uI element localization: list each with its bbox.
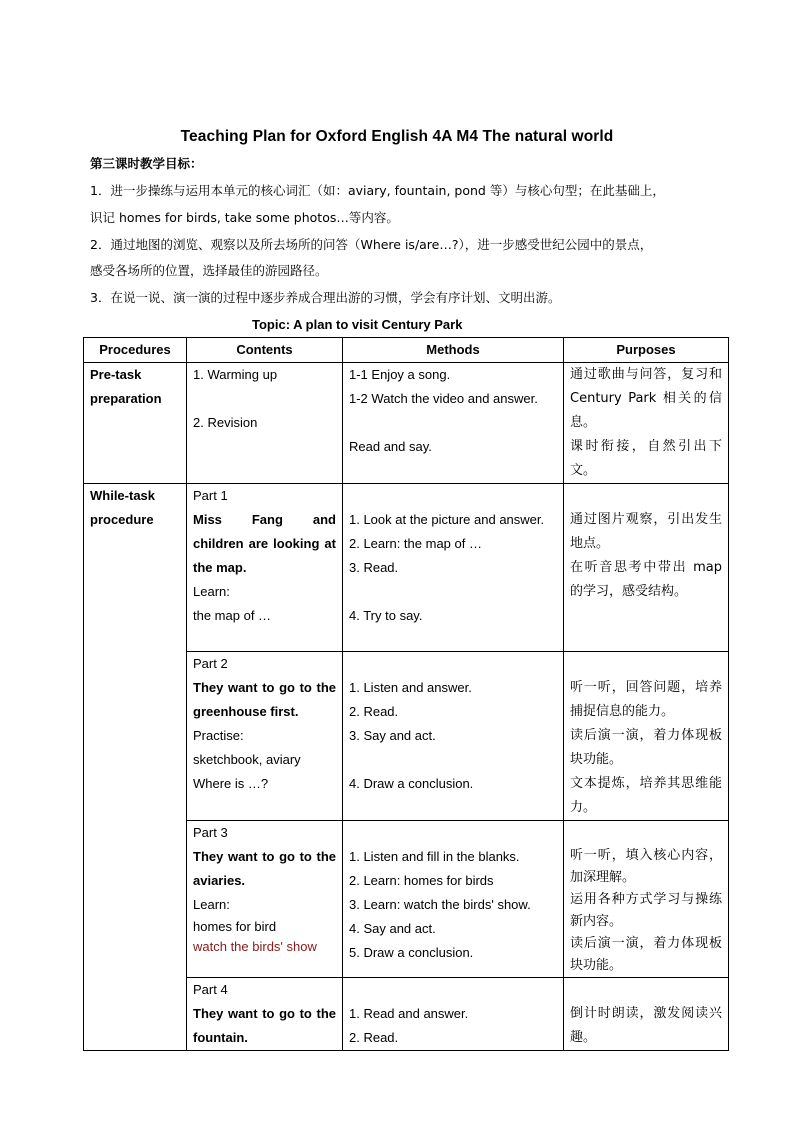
procedure-label: procedure	[90, 512, 154, 527]
learn-item-highlight: watch the birds' show	[193, 939, 317, 954]
purposes-cell	[564, 978, 729, 1051]
procedure-cell	[84, 363, 187, 484]
method-item: 3. Read.	[349, 560, 399, 575]
method-item: 1-1 Enjoy a song.	[349, 367, 451, 382]
method-item: 1. Listen and fill in the blanks.	[349, 849, 520, 864]
contents-cell	[187, 363, 343, 484]
part-heading: They want to go to the fountain.	[193, 1006, 336, 1045]
learn-item: homes for bird	[193, 919, 277, 934]
objective-line-1: 1．进一步操练与运用本单元的核心词汇（如：aviary, fountain, pond 等）与核心句型；在此基础上，	[90, 183, 665, 198]
purpose-item: 文本提炼，培养其思维能力。	[570, 776, 722, 815]
table-row	[84, 484, 729, 652]
purposes-cell	[564, 821, 729, 978]
practise-item: sketchbook, aviary	[193, 752, 301, 767]
part-heading: They want to go to the greenhouse first.	[193, 680, 336, 719]
teaching-plan-table	[83, 337, 729, 1051]
document-title: Teaching Plan for Oxford English 4A M4 The natural world	[180, 128, 614, 145]
part-label: Part 1	[193, 488, 228, 503]
method-item: 4. Draw a conclusion.	[349, 776, 474, 791]
method-item: 4. Try to say.	[349, 608, 423, 623]
learn-label: Learn:	[193, 584, 230, 599]
method-item: 2. Read.	[349, 1030, 399, 1045]
content-item: 2. Revision	[193, 415, 258, 430]
method-item: 2. Learn: homes for birds	[349, 873, 494, 888]
objective-line-2: 识记 homes for birds, take some photos…等内容。	[90, 210, 399, 225]
contents-cell	[187, 652, 343, 821]
purpose-item: 运用各种方式学习与操练新内容。	[570, 892, 722, 929]
purposes-cell	[564, 484, 729, 652]
methods-cell	[343, 821, 564, 978]
learn-item: the map of …	[193, 608, 272, 623]
practise-label: Practise:	[193, 728, 244, 743]
part-label: Part 2	[193, 656, 228, 671]
procedure-label: Pre-task	[90, 367, 142, 382]
method-item: 1. Look at the picture and answer.	[349, 512, 545, 527]
objectives-heading: 第三课时教学目标：	[90, 156, 203, 171]
purpose-item: 听一听，填入核心内容，加深理解。	[570, 848, 722, 885]
part-heading: They want to go to the aviaries.	[193, 849, 336, 888]
purpose-item: 听一听，回答问题，培养捕捉信息的能力。	[570, 680, 722, 719]
contents-cell	[187, 484, 343, 652]
method-item: 2. Learn: the map of …	[349, 536, 482, 551]
procedure-cell	[84, 484, 187, 1051]
purpose-item: 读后演一演，着力体现板块功能。	[570, 936, 722, 973]
topic-line: Topic: A plan to visit Century Park	[252, 317, 463, 332]
methods-cell	[343, 484, 564, 652]
table-row	[84, 363, 729, 484]
methods-cell	[343, 363, 564, 484]
method-item: 3. Learn: watch the birds' show.	[349, 897, 531, 912]
procedure-label: While-task	[90, 488, 156, 503]
contents-cell	[187, 978, 343, 1051]
methods-cell	[343, 978, 564, 1051]
purpose-item: 倒计时朗读，激发阅读兴趣。	[570, 1006, 722, 1045]
header-contents: Contents	[187, 338, 343, 363]
purposes-cell	[564, 652, 729, 821]
practise-item: Where is …?	[193, 776, 269, 791]
objective-line-3: 2．通过地图的浏览、观察以及所去场所的问答（Where is/are…?），进一步感受世纪公园中的景点，	[90, 237, 653, 252]
objective-line-4: 感受各场所的位置，选择最佳的游园路径。	[90, 263, 328, 278]
method-item: 2. Read.	[349, 704, 399, 719]
part-heading: Miss Fang and children are looking at the map.	[193, 512, 336, 575]
method-item: 3. Say and act.	[349, 728, 436, 743]
purpose-item: 通过图片观察，引出发生地点。	[570, 512, 722, 551]
method-item: 1. Listen and answer.	[349, 680, 472, 695]
purpose-item: 在听音思考中带出 map 的学习，感受结构。	[570, 560, 722, 599]
purpose-item: 课时衔接，自然引出下文。	[570, 439, 722, 478]
methods-cell	[343, 652, 564, 821]
method-item: 4. Say and act.	[349, 921, 436, 936]
purpose-item: 读后演一演，着力体现板块功能。	[570, 728, 722, 767]
part-label: Part 4	[193, 982, 228, 997]
contents-cell	[187, 821, 343, 978]
content-item: 1. Warming up	[193, 367, 278, 382]
procedure-label: preparation	[90, 391, 162, 406]
header-methods: Methods	[343, 338, 564, 363]
method-item: Read and say.	[349, 439, 432, 454]
part-label: Part 3	[193, 825, 228, 840]
method-item: 1-2 Watch the video and answer.	[349, 391, 538, 406]
objective-line-5: 3．在说一说、演一演的过程中逐步养成合理出游的习惯，学会有序计划、文明出游。	[90, 290, 561, 305]
table-header-row	[84, 338, 729, 363]
purposes-cell	[564, 363, 729, 484]
header-purposes: Purposes	[564, 338, 729, 363]
purpose-item: 通过歌曲与问答，复习和 Century Park 相关的信息。	[570, 367, 722, 430]
learn-label: Learn:	[193, 897, 230, 912]
method-item: 5. Draw a conclusion.	[349, 945, 474, 960]
header-procedures: Procedures	[84, 338, 187, 363]
method-item: 1. Read and answer.	[349, 1006, 469, 1021]
